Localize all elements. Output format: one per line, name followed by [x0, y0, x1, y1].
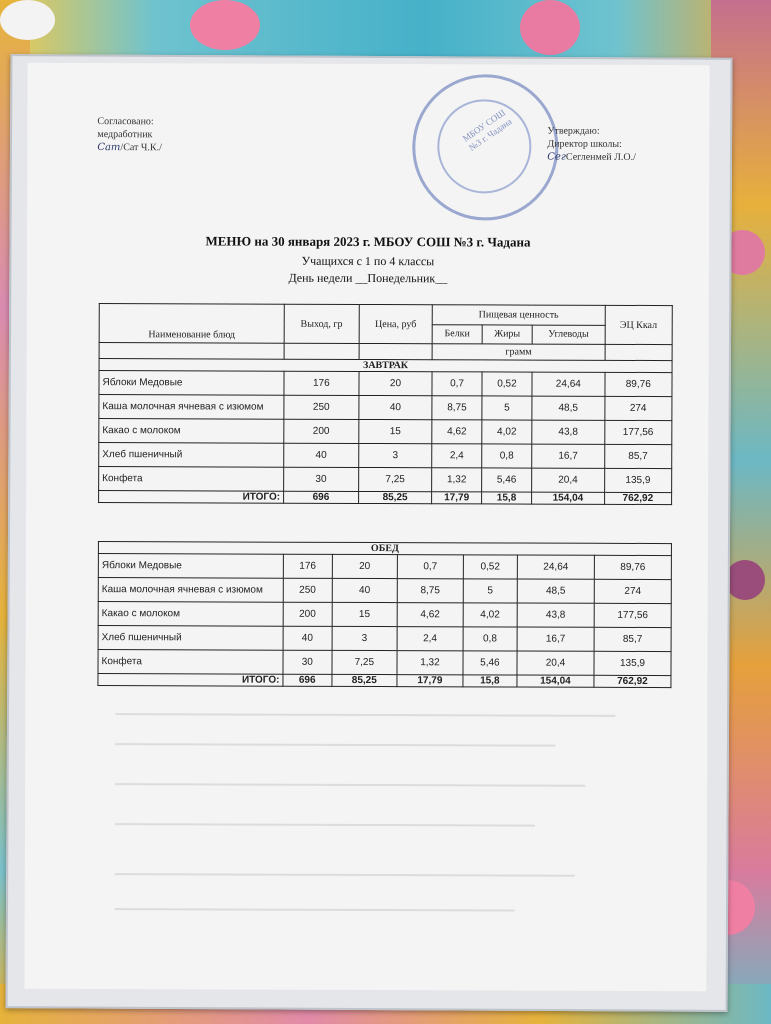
dish-carbs: 24,64 — [532, 372, 604, 396]
total-yield: 696 — [284, 491, 359, 503]
dish-name: Конфета — [99, 467, 284, 492]
unit-spacer — [359, 343, 433, 359]
unit-spacer — [284, 343, 359, 359]
dish-price: 15 — [332, 602, 398, 626]
dish-carbs: 48,5 — [517, 579, 594, 603]
stamp-text: МБОУ СОШ №3 г. Чадана — [460, 107, 514, 153]
dish-proteins: 2,4 — [397, 627, 463, 651]
dish-yield: 176 — [283, 554, 332, 578]
dish-energy: 177,56 — [594, 603, 671, 627]
dish-name: Каша молочная ячневая с изюмом — [98, 578, 283, 603]
total-energy: 762,92 — [594, 675, 671, 687]
menu-title: МЕНЮ на 30 января 2023 г. МБОУ СОШ №3 г. Чадана — [205, 233, 531, 250]
agreed-block — [97, 115, 162, 154]
dish-fats: 5 — [463, 579, 517, 603]
dish-yield: 176 — [284, 371, 359, 395]
column-price: Цена, руб — [359, 304, 433, 343]
total-row — [98, 674, 671, 688]
total-fats: 15,8 — [463, 675, 517, 687]
agreed-signature-line — [97, 141, 162, 154]
flower-decoration — [725, 560, 765, 600]
column-nutrition: Пищевая ценность — [433, 305, 605, 325]
total-row — [99, 491, 672, 505]
dish-carbs: 43,8 — [532, 420, 604, 444]
dish-name: Какао с молоком — [98, 602, 283, 627]
approved-role: Директор школы: — [547, 138, 622, 150]
dish-name: Яблоки Медовые — [99, 371, 284, 396]
dish-energy: 274 — [604, 396, 672, 420]
total-label: ИТОГО: — [99, 491, 284, 504]
dish-energy: 85,7 — [594, 627, 671, 651]
dish-yield: 40 — [283, 626, 332, 650]
dish-fats: 4,02 — [482, 420, 532, 444]
dish-fats: 0,8 — [481, 444, 531, 468]
dish-name: Хлеб пшеничный — [99, 443, 284, 468]
dish-proteins: 8,75 — [397, 579, 463, 603]
dish-price: 20 — [359, 371, 433, 395]
dish-yield: 200 — [283, 602, 332, 626]
dish-energy: 135,9 — [594, 651, 671, 675]
table-row — [98, 626, 671, 652]
menu-sheet — [24, 63, 709, 991]
dish-energy: 89,76 — [594, 555, 671, 579]
table-row — [98, 602, 671, 628]
dish-energy: 177,56 — [604, 420, 672, 444]
weekday-line: День недели __Понедельник__ — [288, 270, 448, 286]
total-energy: 762,92 — [604, 492, 672, 504]
dish-proteins: 1,32 — [432, 468, 482, 492]
dish-carbs: 16,7 — [517, 627, 594, 651]
dish-yield: 250 — [283, 578, 332, 602]
dish-proteins: 0,7 — [397, 555, 463, 579]
dish-yield: 250 — [284, 395, 359, 419]
dish-fats: 5,46 — [463, 651, 517, 675]
dish-name: Хлеб пшеничный — [98, 626, 283, 651]
dish-yield: 40 — [284, 443, 359, 467]
flower-decoration — [0, 0, 55, 40]
total-label: ИТОГО: — [98, 674, 283, 687]
dish-proteins: 4,62 — [432, 420, 482, 444]
unit-spacer — [99, 343, 284, 360]
dish-price: 15 — [358, 419, 432, 443]
lunch-section-title: ОБЕД — [98, 542, 671, 556]
dish-proteins: 4,62 — [397, 603, 463, 627]
table-row — [98, 578, 671, 604]
breakfast-section-title: ЗАВТРАК — [99, 359, 672, 373]
dish-carbs: 43,8 — [517, 603, 594, 627]
dish-carbs: 20,4 — [532, 468, 604, 492]
show-through-line — [115, 873, 575, 877]
flower-decoration — [520, 0, 580, 55]
dish-carbs: 48,5 — [532, 396, 604, 420]
dish-energy: 85,7 — [604, 444, 672, 468]
show-through-line — [115, 713, 615, 717]
show-through-line — [115, 908, 515, 911]
dish-yield: 200 — [284, 419, 359, 443]
lunch-table — [97, 541, 672, 688]
dish-name: Яблоки Медовые — [98, 554, 283, 579]
dish-price: 3 — [332, 626, 398, 650]
dish-carbs: 24,64 — [517, 555, 594, 579]
dish-carbs: 20,4 — [517, 651, 594, 675]
show-through-line — [115, 783, 585, 787]
total-yield: 696 — [283, 674, 332, 686]
dish-price: 7,25 — [332, 650, 398, 674]
column-dish: Наименование блюд — [99, 304, 284, 344]
dish-energy: 89,76 — [604, 372, 672, 396]
dish-proteins: 8,75 — [432, 396, 482, 420]
column-yield: Выход, гр — [284, 304, 359, 343]
table-row — [99, 467, 672, 493]
show-through-line — [115, 743, 555, 747]
dish-energy: 274 — [594, 579, 671, 603]
dish-price: 7,25 — [358, 467, 432, 491]
dish-name: Каша молочная ячневая с изюмом — [99, 395, 284, 420]
agreed-signature: Сат — [97, 142, 121, 154]
table-row — [99, 443, 672, 469]
dish-fats: 0,8 — [463, 627, 517, 651]
dish-fats: 4,02 — [463, 603, 517, 627]
dish-fats: 5,46 — [481, 468, 531, 492]
approved-signature-line — [547, 151, 636, 164]
column-fats: Жиры — [482, 324, 532, 344]
dish-energy: 135,9 — [604, 468, 672, 492]
dish-price: 3 — [358, 443, 432, 467]
table-row — [99, 371, 672, 397]
total-proteins: 17,79 — [397, 675, 463, 687]
flower-decoration — [190, 0, 260, 50]
agreed-role: медработник — [97, 129, 153, 141]
dish-name: Конфета — [98, 650, 283, 675]
approved-block — [547, 125, 636, 164]
approved-name: Сегленмей Л.О./ — [565, 151, 636, 163]
agreed-label: Согласовано: — [97, 116, 154, 128]
dish-price: 40 — [359, 395, 433, 419]
total-carbs: 154,04 — [532, 492, 604, 504]
dish-proteins: 2,4 — [432, 444, 482, 468]
approved-label: Утверждаю: — [547, 125, 600, 137]
dish-fats: 0,52 — [482, 372, 532, 396]
school-stamp-seal — [412, 74, 559, 221]
table-row — [99, 419, 672, 445]
approved-signature: Сег — [547, 151, 566, 163]
dish-yield: 30 — [284, 467, 359, 491]
dish-carbs: 16,7 — [532, 444, 604, 468]
dish-yield: 30 — [283, 650, 332, 674]
table-row — [98, 554, 671, 580]
dish-fats: 5 — [482, 396, 532, 420]
show-through-line — [115, 823, 535, 826]
total-carbs: 154,04 — [517, 675, 594, 687]
column-proteins: Белки — [432, 324, 481, 344]
dish-fats: 0,52 — [463, 555, 517, 579]
dish-proteins: 1,32 — [397, 651, 463, 675]
menu-subtitle: Учащихся с 1 по 4 классы — [301, 253, 435, 269]
total-price: 85,25 — [358, 491, 432, 503]
total-fats: 15,8 — [481, 492, 531, 504]
total-proteins: 17,79 — [432, 492, 481, 504]
dish-proteins: 0,7 — [432, 372, 482, 396]
column-carbs: Углеводы — [532, 325, 604, 345]
table-row — [98, 650, 671, 676]
total-price: 85,25 — [331, 674, 397, 686]
dish-price: 20 — [332, 554, 398, 578]
dish-name: Какао с молоком — [99, 419, 284, 444]
unit-spacer — [605, 344, 673, 360]
table-row — [99, 395, 672, 421]
column-unit: грамм — [432, 344, 604, 361]
dish-price: 40 — [332, 578, 398, 602]
agreed-name: /Сат Ч.К./ — [120, 142, 162, 154]
column-energy: ЭЦ Ккал — [605, 305, 673, 344]
breakfast-table — [98, 303, 673, 505]
